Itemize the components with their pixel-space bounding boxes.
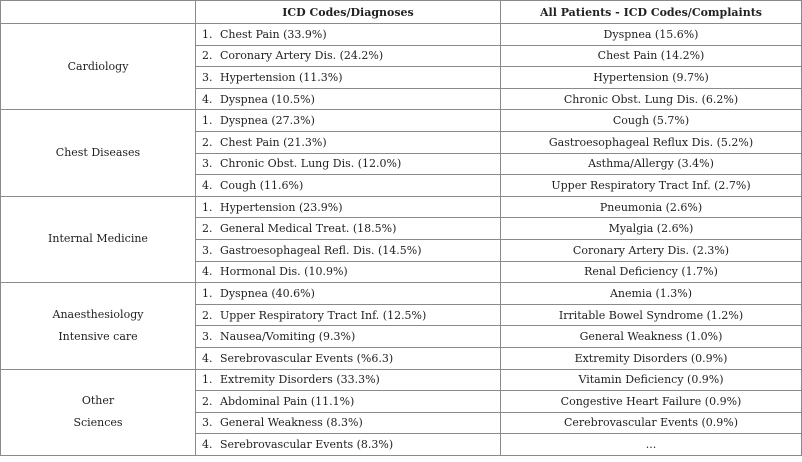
diagnosis-cell [196, 196, 501, 218]
complaint-cell: ... [501, 434, 802, 456]
diagnosis-cell [196, 239, 501, 261]
rank-number: 4. [202, 351, 213, 365]
complaint-cell: Renal Deficiency (1.7%) [501, 261, 802, 283]
diagnosis-cell [196, 283, 501, 305]
department-cell [1, 110, 196, 196]
diagnosis-text: Upper Respiratory Tract Inf. (12.5%) [220, 308, 427, 322]
complaint-cell: Cerebrovascular Events (0.9%) [501, 412, 802, 434]
table-row [1, 283, 802, 305]
complaint-cell: Pneumonia (2.6%) [501, 196, 802, 218]
complaint-cell: Cough (5.7%) [501, 110, 802, 132]
department-label: Internal Medicine [48, 232, 148, 246]
complaint-cell: Gastroesophageal Reflux Dis. (5.2%) [501, 131, 802, 153]
rank-number: 4. [202, 178, 213, 192]
diagnosis-text: Coronary Artery Dis. (24.2%) [220, 49, 384, 63]
department-cell [1, 283, 196, 369]
complaint-cell: Hypertension (9.7%) [501, 67, 802, 89]
diagnosis-text: Chest Pain (21.3%) [220, 135, 327, 149]
complaint-cell: Congestive Heart Failure (0.9%) [501, 391, 802, 413]
department-label: Anaesthesiology [52, 307, 144, 321]
rank-number: 1. [202, 373, 213, 387]
diagnosis-cell [196, 45, 501, 67]
diagnosis-cell [196, 369, 501, 391]
diagnosis-text: General Medical Treat. (18.5%) [220, 222, 397, 236]
diagnosis-cell [196, 131, 501, 153]
complaint-cell: Chronic Obst. Lung Dis. (6.2%) [501, 88, 802, 110]
rank-number: 1. [202, 114, 213, 128]
diagnosis-text: Hypertension (11.3%) [220, 70, 343, 84]
complaint-cell: Coronary Artery Dis. (2.3%) [501, 239, 802, 261]
diagnosis-cell [196, 391, 501, 413]
table-row [1, 110, 802, 132]
diagnosis-cell [196, 110, 501, 132]
rank-number: 3. [202, 416, 213, 430]
diagnosis-cell [196, 326, 501, 348]
complaint-cell: Anemia (1.3%) [501, 283, 802, 305]
diagnosis-cell [196, 153, 501, 175]
complaint-cell: Extremity Disorders (0.9%) [501, 347, 802, 369]
diagnosis-cell [196, 88, 501, 110]
complaint-cell: General Weakness (1.0%) [501, 326, 802, 348]
complaint-cell: Vitamin Deficiency (0.9%) [501, 369, 802, 391]
department-label: Cardiology [67, 59, 129, 73]
department-cell [1, 369, 196, 455]
diagnosis-cell [196, 412, 501, 434]
complaint-cell: Chest Pain (14.2%) [501, 45, 802, 67]
complaint-cell: Myalgia (2.6%) [501, 218, 802, 240]
complaint-cell: Asthma/Allergy (3.4%) [501, 153, 802, 175]
diagnosis-text: Hormonal Dis. (10.9%) [220, 265, 348, 279]
table-row [1, 196, 802, 218]
header-department [1, 1, 196, 24]
diagnosis-text: Dyspnea (27.3%) [220, 114, 315, 128]
complaint-cell: Upper Respiratory Tract Inf. (2.7%) [501, 175, 802, 197]
diagnosis-text: Abdominal Pain (11.1%) [220, 394, 355, 408]
rank-number: 2. [202, 308, 213, 322]
rank-number: 2. [202, 394, 213, 408]
diagnosis-text: Dyspnea (40.6%) [220, 286, 315, 300]
diagnosis-text: Gastroesophageal Refl. Dis. (14.5%) [220, 243, 422, 257]
table-row [1, 369, 802, 391]
rank-number: 4. [202, 438, 213, 452]
department-label: Intensive care [58, 329, 138, 343]
department-label: Chest Diseases [55, 146, 141, 160]
rank-number: 3. [202, 243, 213, 257]
header-complaints: All Patients - ICD Codes/Complaints [501, 1, 802, 24]
diagnosis-text: Nausea/Vomiting (9.3%) [220, 330, 356, 344]
table-body [1, 24, 802, 456]
rank-number: 4. [202, 92, 213, 106]
department-label: Other [81, 394, 115, 408]
rank-number: 1. [202, 286, 213, 300]
diagnosis-text: Hypertension (23.9%) [220, 200, 343, 214]
diagnosis-text: Chronic Obst. Lung Dis. (12.0%) [220, 157, 402, 171]
complaint-cell: Dyspnea (15.6%) [501, 24, 802, 46]
diagnosis-text: Extremity Disorders (33.3%) [220, 373, 380, 387]
complaint-cell: Irritable Bowel Syndrome (1.2%) [501, 304, 802, 326]
diagnosis-text: General Weakness (8.3%) [220, 416, 363, 430]
diagnosis-text: Dyspnea (10.5%) [220, 92, 315, 106]
diagnosis-text: Serebrovascular Events (8.3%) [220, 438, 394, 452]
header-row [1, 1, 802, 24]
diagnosis-text: Chest Pain (33.9%) [220, 27, 327, 41]
diagnosis-cell [196, 347, 501, 369]
rank-number: 1. [202, 27, 213, 41]
diagnosis-cell [196, 218, 501, 240]
diagnosis-cell [196, 434, 501, 456]
diagnosis-cell [196, 24, 501, 46]
rank-number: 3. [202, 330, 213, 344]
diagnosis-cell [196, 175, 501, 197]
rank-number: 3. [202, 157, 213, 171]
department-label: Sciences [73, 416, 123, 430]
diagnosis-text: Serebrovascular Events (%6.3) [220, 351, 394, 365]
rank-number: 2. [202, 135, 213, 149]
diagnosis-cell [196, 261, 501, 283]
diagnosis-cell [196, 67, 501, 89]
header-diagnoses: ICD Codes/Diagnoses [196, 1, 501, 24]
diagnosis-cell [196, 304, 501, 326]
department-cell [1, 196, 196, 282]
rank-number: 2. [202, 49, 213, 63]
table-row [1, 24, 802, 46]
diagnosis-text: Cough (11.6%) [220, 178, 304, 192]
rank-number: 1. [202, 200, 213, 214]
department-cell [1, 24, 196, 110]
rank-number: 4. [202, 265, 213, 279]
rank-number: 2. [202, 222, 213, 236]
rank-number: 3. [202, 70, 213, 84]
